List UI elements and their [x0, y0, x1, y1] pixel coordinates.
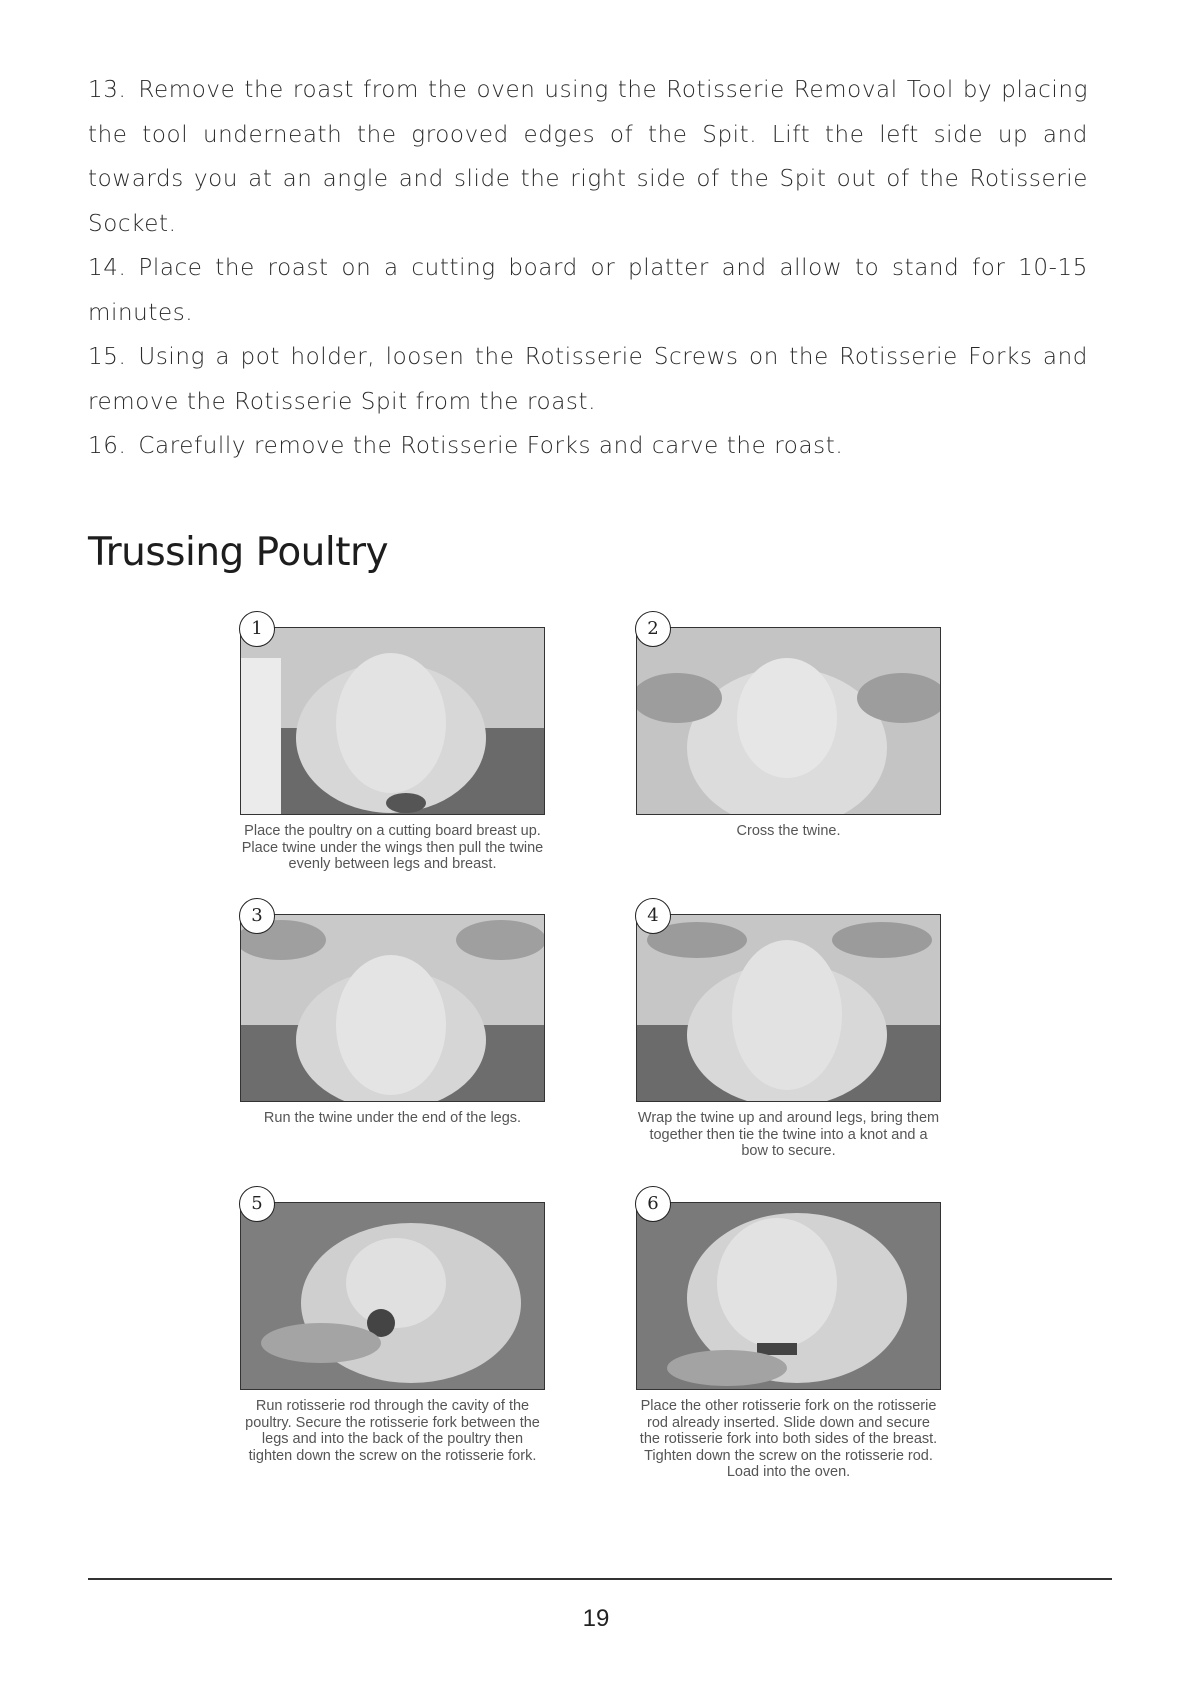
footer-divider [88, 1578, 1112, 1580]
step-number-badge: 2 [635, 611, 671, 647]
step-photo [240, 914, 545, 1102]
step-caption: Run rotisserie rod through the cavity of the poultry. Secure the rotisserie fork between the legs and into the back of the poultry then tighten down the screw on the rotisserie fork. [245, 1398, 540, 1464]
instruction-13 [88, 68, 1088, 246]
step-number-badge: 1 [239, 611, 275, 647]
step-caption: Wrap the twine up and around legs, bring them together then tie the twine into a knot and a bow to secure. [637, 1110, 940, 1159]
instruction-text: Place the roast on a cutting board or platter and allow to stand for 10-15 minutes. [88, 255, 1088, 326]
step-photo [636, 627, 941, 815]
instruction-text: Carefully remove the Rotisserie Forks and carve the roast. [138, 433, 844, 459]
instruction-16 [88, 424, 1088, 469]
step-photo [636, 1202, 941, 1390]
instruction-15 [88, 335, 1088, 424]
step-number-badge: 4 [635, 898, 671, 934]
step-photo [636, 914, 941, 1102]
step-caption: Cross the twine. [736, 823, 841, 839]
page-number: 19 [582, 1605, 610, 1632]
step-photo [240, 627, 545, 815]
step-caption: Place the other rotisserie fork on the rotisserie rod already inserted. Slide down and secure the rotisserie fork into both sides of the breast. Tighten down the screw on the rotisserie rod. Load into the oven. [639, 1398, 938, 1480]
step-photo [240, 1202, 545, 1390]
instruction-number: 16. [88, 433, 127, 459]
step-number-badge: 5 [239, 1186, 275, 1222]
instruction-number: 15. [88, 344, 127, 370]
instruction-list [88, 68, 1088, 469]
instruction-number: 14. [88, 255, 127, 281]
instruction-text: Using a pot holder, loosen the Rotisserie Screws on the Rotisserie Forks and remove the Rotisserie Spit from the roast. [88, 344, 1088, 415]
step-number-badge: 6 [635, 1186, 671, 1222]
instruction-14 [88, 246, 1088, 335]
step-caption: Place the poultry on a cutting board breast up. Place twine under the wings then pull the twine evenly between legs and breast. [241, 823, 544, 872]
step-number-badge: 3 [239, 898, 275, 934]
section-title: Trussing Poultry [88, 530, 389, 575]
instruction-number: 13. [88, 77, 127, 103]
instruction-text: Remove the roast from the oven using the Rotisserie Removal Tool by placing the tool underneath the grooved edges of the Spit. Lift the left side up and towards you at an angle and slide the right side of the Spit out of the Rotisserie Socket. [88, 77, 1088, 237]
step-caption: Run the twine under the end of the legs. [263, 1110, 522, 1126]
